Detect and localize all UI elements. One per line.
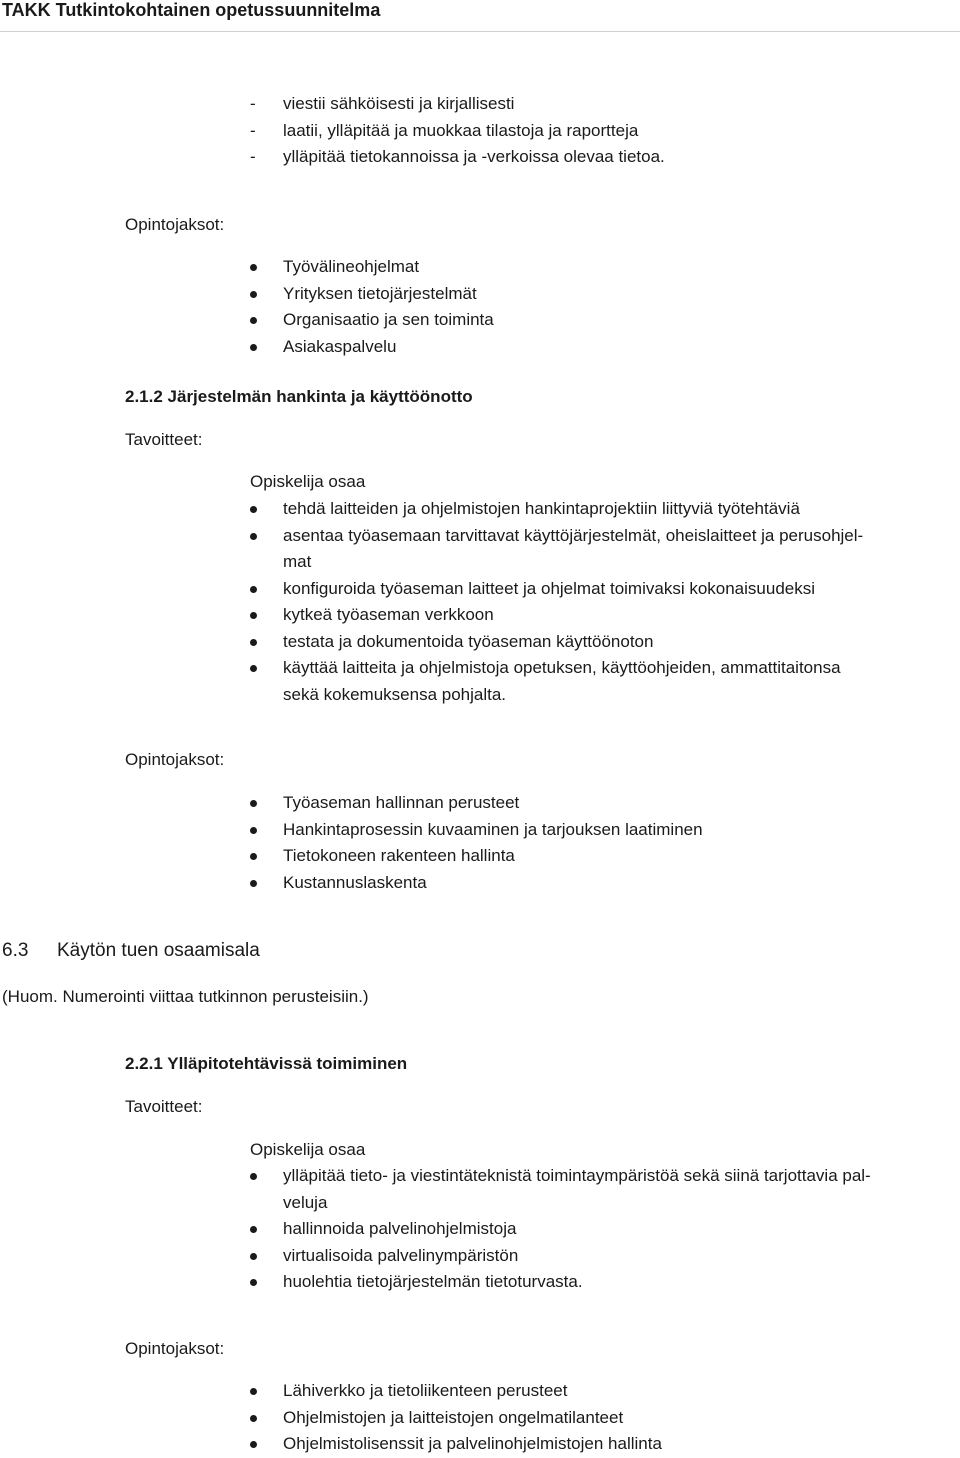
list-item: - viestii sähköisesti ja kirjallisesti [250, 91, 665, 118]
bullet-icon [250, 880, 257, 887]
bullet-icon [250, 1441, 257, 1448]
list-item: Lähiverkko ja tietoliikenteen perusteet [250, 1378, 662, 1405]
opintojaksot-label: Opintojaksot: [125, 215, 225, 234]
list-item: kytkeä työaseman verkkoon [250, 602, 863, 629]
bullet-icon [250, 533, 257, 540]
bullet-icon [250, 1279, 257, 1286]
goal-list [250, 1163, 871, 1296]
list-item: Tietokoneen rakenteen hallinta [250, 843, 703, 870]
bullet-icon [250, 506, 257, 513]
document-header-title: TAKK Tutkintokohtainen opetussuunnitelma [2, 0, 381, 20]
list-item: Työaseman hallinnan perusteet [250, 790, 703, 817]
list-item: Ohjelmistojen ja laitteistojen ongelmatilanteet [250, 1405, 662, 1432]
list-item: - ylläpitää tietokannoissa ja -verkoissa olevaa tietoa. [250, 144, 665, 171]
section-heading-2-1-2: 2.1.2 Järjestelmän hankinta ja käyttöönotto [125, 387, 473, 406]
bullet-icon [250, 586, 257, 593]
list-item: käyttää laitteita ja ohjelmistoja opetuksen, käyttöohjeiden, ammattitaitonsa sekä kokemuksensa pohjalta. [250, 655, 863, 708]
list-item: asentaa työasemaan tarvittavat käyttöjärjestelmät, oheislaitteet ja perusohjel- mat [250, 523, 863, 576]
course-list [250, 790, 703, 896]
bullet-icon [250, 800, 257, 807]
list-item: Yrityksen tietojärjestelmät [250, 281, 494, 308]
bullet-icon [250, 665, 257, 672]
bullet-icon [250, 317, 257, 324]
list-item: tehdä laitteiden ja ohjelmistojen hankintaprojektiin liittyviä työtehtäviä [250, 496, 863, 523]
list-item: virtualisoida palvelinympäristön [250, 1243, 871, 1270]
numbering-note: (Huom. Numerointi viittaa tutkinnon perusteisiin.) [2, 987, 369, 1006]
bullet-icon [250, 612, 257, 619]
opintojaksot-label: Opintojaksot: [125, 750, 225, 769]
bullet-icon [250, 827, 257, 834]
intro-dash-list [250, 91, 665, 171]
bullet-icon [250, 1226, 257, 1233]
list-item: hallinnoida palvelinohjelmistoja [250, 1216, 871, 1243]
bullet-icon [250, 1415, 257, 1422]
dash-marker: - [250, 94, 256, 113]
bullet-icon [250, 639, 257, 646]
tavoitteet-label: Tavoitteet: [125, 430, 203, 449]
list-item: Asiakaspalvelu [250, 334, 494, 361]
list-item: Työvälineohjelmat [250, 254, 494, 281]
bullet-icon [250, 1388, 257, 1395]
opiskelija-osaa-label: Opiskelija osaa [250, 472, 366, 491]
section-heading-2-2-1: 2.2.1 Ylläpitotehtävissä toimiminen [125, 1054, 408, 1073]
dash-marker: - [250, 147, 256, 166]
section-title-6-3: Käytön tuen osaamisala [57, 940, 260, 961]
list-item: Kustannuslaskenta [250, 870, 703, 897]
list-item: Hankintaprosessin kuvaaminen ja tarjouksen laatiminen [250, 817, 703, 844]
bullet-icon [250, 264, 257, 271]
bullet-icon [250, 291, 257, 298]
list-item: - laatii, ylläpitää ja muokkaa tilastoja ja raportteja [250, 118, 665, 145]
bullet-icon [250, 853, 257, 860]
list-item: ylläpitää tieto- ja viestintäteknistä toimintaympäristöä sekä siinä tarjottavia pal- veluja [250, 1163, 871, 1216]
header-divider [0, 31, 960, 32]
course-list [250, 254, 494, 360]
opintojaksot-label: Opintojaksot: [125, 1339, 225, 1358]
section-number-6-3: 6.3 [2, 940, 29, 961]
goal-list [250, 496, 863, 708]
bullet-icon [250, 1173, 257, 1180]
list-item: Ohjelmistolisenssit ja palvelinohjelmistojen hallinta [250, 1431, 662, 1458]
bullet-icon [250, 344, 257, 351]
list-item: Organisaatio ja sen toiminta [250, 307, 494, 334]
opiskelija-osaa-label: Opiskelija osaa [250, 1140, 366, 1159]
list-item: testata ja dokumentoida työaseman käyttöönoton [250, 629, 863, 656]
bullet-icon [250, 1253, 257, 1260]
course-list [250, 1378, 662, 1458]
dash-marker: - [250, 120, 256, 140]
list-item: konfiguroida työaseman laitteet ja ohjelmat toimivaksi kokonaisuudeksi [250, 576, 863, 603]
list-item: huolehtia tietojärjestelmän tietoturvasta. [250, 1269, 871, 1296]
tavoitteet-label: Tavoitteet: [125, 1097, 203, 1116]
